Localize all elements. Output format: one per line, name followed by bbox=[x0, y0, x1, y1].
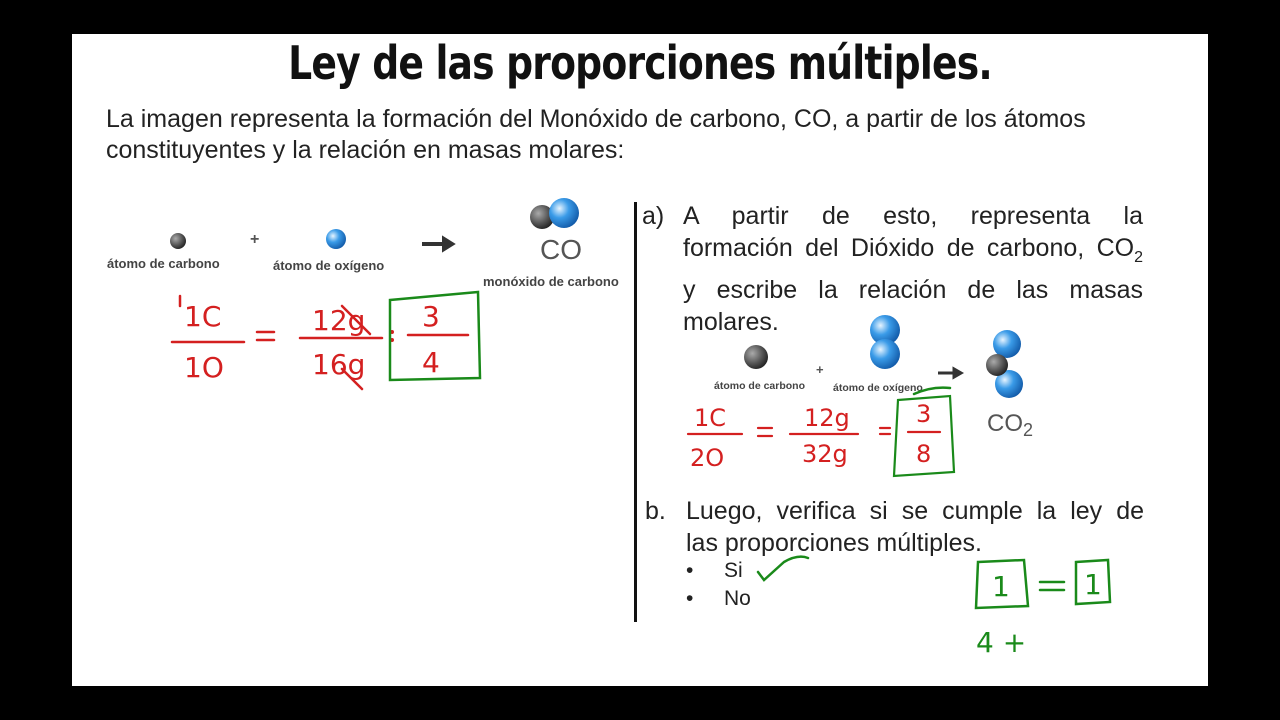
oxygen-atom-label: átomo de oxígeno bbox=[273, 258, 385, 273]
section-a-line4: molares. bbox=[683, 308, 779, 336]
section-a-line2-text: formación del Dióxido de carbono, CO bbox=[683, 234, 1135, 262]
bullet-no: • bbox=[686, 587, 694, 610]
si-checkmark bbox=[758, 557, 808, 580]
co2-carbon-label: átomo de carbono bbox=[714, 380, 806, 392]
section-b-label: b. bbox=[645, 497, 666, 525]
bullet-si: • bbox=[686, 559, 694, 582]
right-ratio-top: 1C bbox=[694, 404, 727, 432]
left-mass-bottom: 16g bbox=[312, 348, 366, 381]
green-underline bbox=[914, 388, 950, 394]
right-result-top: 3 bbox=[916, 400, 932, 428]
section-a-label: a) bbox=[642, 202, 665, 230]
green-left-one: 1 bbox=[992, 570, 1010, 603]
left-result-bottom: 4 bbox=[422, 346, 440, 379]
left-ratio-top: 1C bbox=[184, 300, 222, 333]
section-b-line2: las proporciones múltiples. bbox=[686, 529, 982, 557]
option-no-label: No bbox=[724, 587, 751, 610]
left-mass-top: 12g bbox=[312, 304, 366, 337]
right-result-bottom: 8 bbox=[916, 440, 932, 468]
right-mass-top: 12g bbox=[804, 404, 850, 432]
co-formula: CO bbox=[540, 234, 582, 265]
co2-plus-sign: + bbox=[816, 362, 824, 377]
section-a-line3: y escribe la relación de las masas bbox=[683, 276, 1143, 304]
slide bbox=[72, 34, 1208, 686]
section-a-subscript: 2 bbox=[1134, 249, 1143, 266]
co2-formula-text: CO bbox=[987, 410, 1023, 437]
right-mass-bottom: 32g bbox=[802, 440, 848, 468]
left-result-top: 3 bbox=[422, 300, 440, 333]
carbon-atom-label: átomo de carbono bbox=[107, 256, 220, 271]
right-ratio-bottom: 2O bbox=[690, 444, 725, 472]
handwriting-overlay bbox=[72, 34, 1208, 686]
page-title: Ley de las proporciones múltiples. bbox=[288, 36, 992, 90]
intro-text: La imagen representa la formación del Monóxido de carbono, CO, a partir de los átomos constituyentes y la relación en masas molares: bbox=[106, 105, 1086, 164]
section-a-line1: A partir de esto, representa la bbox=[683, 202, 1143, 230]
green-right-one: 1 bbox=[1084, 568, 1102, 601]
left-ratio-bottom: 1O bbox=[184, 351, 224, 384]
green-bottom-note: 4 + bbox=[976, 626, 1027, 659]
plus-sign: + bbox=[250, 231, 260, 248]
section-b-line1: Luego, verifica si se cumple la ley de bbox=[686, 497, 1144, 525]
option-si-label: Si bbox=[724, 559, 743, 582]
co2-formula-sub: 2 bbox=[1023, 420, 1034, 440]
co-label: monóxido de carbono bbox=[483, 274, 619, 289]
co2-oxygen-label: átomo de oxígeno bbox=[833, 382, 923, 394]
